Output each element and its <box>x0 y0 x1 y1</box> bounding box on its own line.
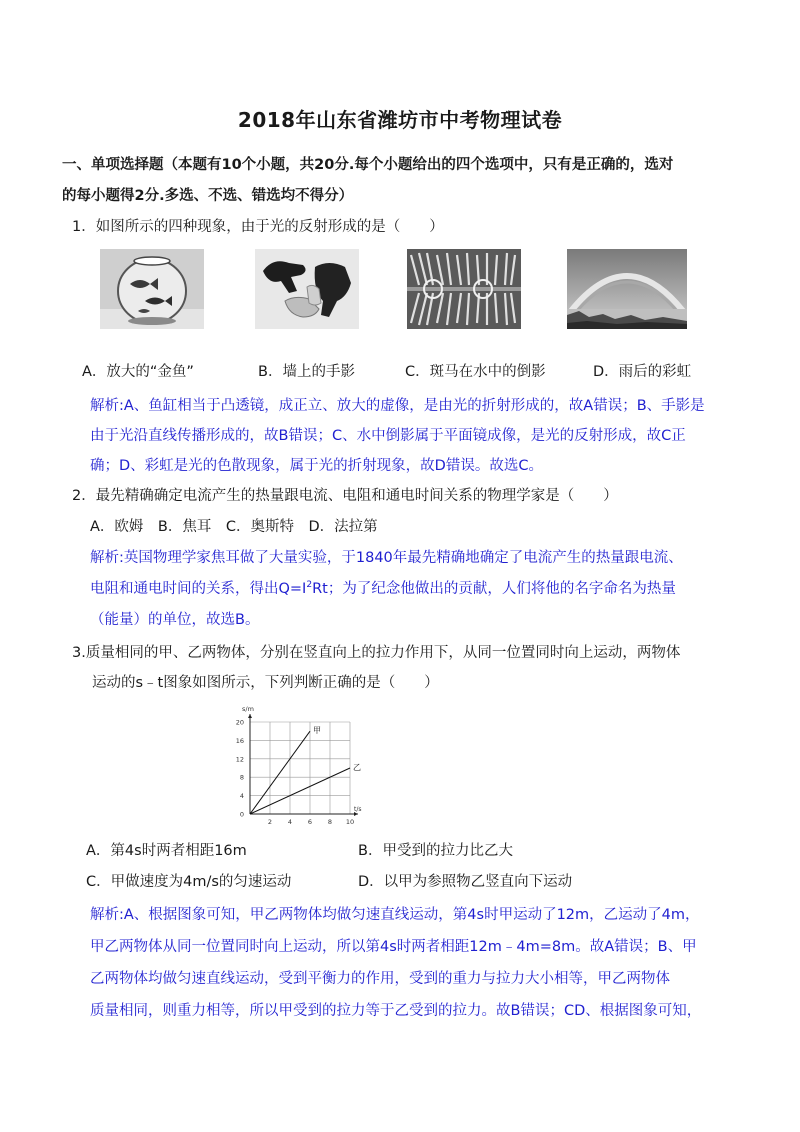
q2-analysis-line <box>90 579 676 599</box>
q3-option-a: A．第4s时两者相距16m <box>86 843 247 859</box>
hand-shadow-photo <box>255 249 359 329</box>
y-tick-label: 8 <box>239 773 244 782</box>
q3-option-d: D．以甲为参照物乙竖直向下运动 <box>358 874 573 890</box>
series-line <box>250 731 310 814</box>
page-title: 2018年山东省潍坊市中考物理试卷 <box>237 108 563 132</box>
x-tick-label: 10 <box>345 818 355 826</box>
q3-option-c: C．甲做速度为4m/s的匀速运动 <box>86 874 292 890</box>
q2-stem: 2．最先精确确定电流产生的热量跟电流、电阻和通电时间关系的物理学家是（ ） <box>72 488 618 504</box>
y-tick-label: 16 <box>235 736 244 745</box>
q1-option-d: D．雨后的彩虹 <box>593 364 692 380</box>
section-header-line-1: 一、单项选择题（本题有10个小题，共20分.每个小题给出的四个选项中，只有是正确的，选对 <box>62 157 674 173</box>
y-axis-arrow <box>248 714 252 718</box>
q2-analysis-text: Rt；为了纪念他做出的贡献，人们将他的名字命名为热量 <box>312 581 676 597</box>
q3-analysis-line: 解析:A、根据图象可知，甲乙两物体均做匀速直线运动，第4s时甲运动了12m，乙运动了4m， <box>90 907 700 923</box>
rainbow-photo <box>567 249 687 329</box>
q2-analysis-text: 电阻和通电时间的关系，得出Q=I <box>90 581 307 597</box>
x-tick-label: 4 <box>287 818 293 826</box>
x-axis-label: t/s <box>354 806 362 813</box>
series-label: 甲 <box>313 726 321 736</box>
q3-option-b: B．甲受到的拉力比乙大 <box>358 843 513 859</box>
q1-option-c: C．斑马在水中的倒影 <box>405 364 546 380</box>
y-axis-label: s/m <box>242 705 254 713</box>
y-tick-label: 4 <box>239 792 244 801</box>
fishbowl-photo <box>100 249 204 329</box>
y-tick-label: 0 <box>239 810 244 819</box>
zebra-reflection-photo <box>407 249 521 329</box>
q1-analysis-line: 由于光沿直线传播形成的，故B错误；C、水中倒影属于平面镜成像，是光的反射形成，故C正 <box>90 428 686 444</box>
q2-options: A．欧姆 B．焦耳 C．奥斯特 D．法拉第 <box>90 519 378 535</box>
y-tick-label: 12 <box>235 755 244 764</box>
s-t-graph <box>224 704 364 830</box>
q3-analysis-line: 甲乙两物体从同一位置同时向上运动，所以第4s时两者相距12m﹣4m=8m。故A错误；B、甲 <box>90 939 697 955</box>
q1-stem: 1．如图所示的四种现象，由于光的反射形成的是（ ） <box>72 219 444 235</box>
q2-analysis-line: 解析:英国物理学家焦耳做了大量实验，于1840年最先精确地确定了电流产生的热量跟电流、 <box>90 550 683 566</box>
q2-analysis-superscript: 2 <box>306 580 313 591</box>
q1-analysis-line: 确；D、彩虹是光的色散现象，属于光的折射现象，故D错误。故选C。 <box>90 458 543 474</box>
section-header-line-2: 的每小题得2分.多选、不选、错选均不得分） <box>62 188 354 204</box>
q1-option-a: A．放大的“金鱼” <box>82 364 194 380</box>
x-tick-label: 6 <box>307 818 313 826</box>
q3-stem-line-1: 3.质量相同的甲、乙两物体，分别在竖直向上的拉力作用下，从同一位置同时向上运动，两物体 <box>72 645 681 661</box>
q3-stem-line-2: 运动的s﹣t图象如图所示，下列判断正确的是（ ） <box>92 675 439 691</box>
q1-analysis-line: 解析:A、鱼缸相当于凸透镜，成正立、放大的虚像，是由光的折射形成的，故A错误；B、手影是 <box>90 398 705 414</box>
q3-analysis-line: 质量相同，则重力相等，所以甲受到的拉力等于乙受到的拉力。故B错误；CD、根据图象可知， <box>90 1003 702 1019</box>
q2-analysis-line: （能量）的单位，故选B。 <box>90 612 260 628</box>
series-label: 乙 <box>353 763 361 772</box>
q1-option-b: B．墙上的手影 <box>258 364 355 380</box>
q3-analysis-line: 乙两物体均做匀速直线运动，受到平衡力的作用，受到的重力与拉力大小相等，甲乙两物体 <box>90 971 670 987</box>
series-line <box>250 768 350 814</box>
x-tick-label: 8 <box>327 818 333 826</box>
x-tick-label: 2 <box>267 818 273 826</box>
y-tick-label: 20 <box>235 718 244 727</box>
